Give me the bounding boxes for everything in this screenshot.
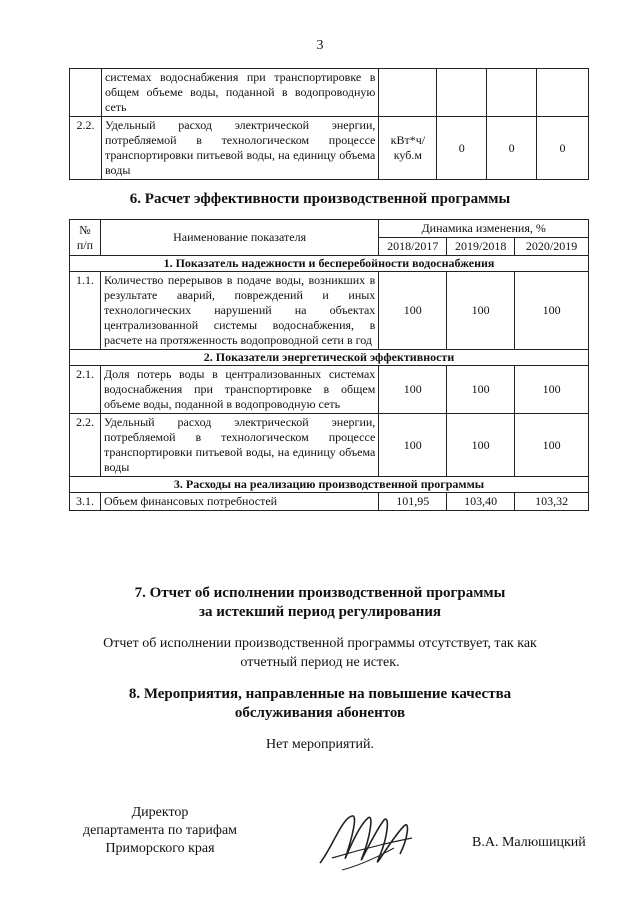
efficiency-table <box>69 219 589 511</box>
section8-title-line2: обслуживания абонентов <box>234 705 406 721</box>
value: 100 <box>515 366 589 414</box>
section6-title: 6. Расчет эффективности производственной программы <box>129 191 511 207</box>
header-name: Наименование показателя <box>100 220 378 256</box>
section-row <box>70 477 589 493</box>
value: 100 <box>379 366 447 414</box>
table-header-row <box>70 220 589 238</box>
row-number: 2.2. <box>70 414 101 477</box>
section7-text-line1: Отчет об исполнении производственной программы отсутствует, так как <box>103 636 537 651</box>
row-number <box>70 69 102 117</box>
section7-title-line1: 7. Отчет об исполнении производственной программы <box>134 585 506 601</box>
handwritten-signature <box>312 808 422 878</box>
position-line: Директор <box>131 805 189 820</box>
value: 100 <box>447 272 515 350</box>
unit: кВт*ч/куб.м <box>379 117 437 180</box>
position-line: департамента по тарифам <box>82 823 238 838</box>
row-number: 3.1. <box>70 493 101 511</box>
table-row <box>70 366 589 414</box>
section-title: 2. Показатели энергетической эффективности <box>70 350 589 366</box>
value: 0 <box>437 117 487 180</box>
table-row <box>70 117 589 180</box>
table-row <box>70 272 589 350</box>
header-year: 2019/2018 <box>447 238 515 256</box>
row-number: 1.1. <box>70 272 101 350</box>
unit <box>379 69 437 117</box>
value: 100 <box>515 414 589 477</box>
section-row <box>70 256 589 272</box>
section8-text: Нет мероприятий. <box>265 737 375 752</box>
indicator-name: системах водоснабжения при транспортировке в общем объеме воды, поданной в водопроводную сеть <box>101 69 378 117</box>
section7-title-line2: за истекший период регулирования <box>198 604 442 620</box>
value: 103,40 <box>447 493 515 511</box>
table-row <box>70 493 589 511</box>
value: 100 <box>515 272 589 350</box>
value: 100 <box>447 366 515 414</box>
header-dynamics: Динамика изменения, % <box>379 220 589 238</box>
value <box>487 69 537 117</box>
value: 0 <box>487 117 537 180</box>
table-row <box>70 69 589 117</box>
header-year: 2020/2019 <box>515 238 589 256</box>
table-row <box>70 414 589 477</box>
indicator-name: Удельный расход электрической энергии, потребляемой в технологическом процессе транспортировки питьевой воды, на единицу объема воды <box>100 414 378 477</box>
page-number: 3 <box>316 38 324 53</box>
value: 100 <box>379 272 447 350</box>
indicator-name: Количество перерывов в подаче воды, возникших в результате аварий, повреждений и иных технологических нарушений на объектах централизованной системы водоснабжения, в расчете на протяженность водопроводной сети в год <box>100 272 378 350</box>
value: 100 <box>379 414 447 477</box>
row-number: 2.1. <box>70 366 101 414</box>
section-row <box>70 350 589 366</box>
signatory-position <box>60 804 260 858</box>
value: 101,95 <box>379 493 447 511</box>
value <box>437 69 487 117</box>
continuation-table <box>69 68 589 180</box>
value <box>537 69 589 117</box>
section8-title-line1: 8. Мероприятия, направленные на повышение качества <box>128 686 512 702</box>
section-title: 1. Показатель надежности и бесперебойности водоснабжения <box>70 256 589 272</box>
section7-text-line2: отчетный период не истек. <box>240 655 400 670</box>
row-number: 2.2. <box>70 117 102 180</box>
signatory-name: В.А. Малюшицкий <box>472 835 586 850</box>
indicator-name: Объем финансовых потребностей <box>100 493 378 511</box>
value: 100 <box>447 414 515 477</box>
value: 0 <box>537 117 589 180</box>
position-line: Приморского края <box>105 841 215 856</box>
value: 103,32 <box>515 493 589 511</box>
header-number: № п/п <box>70 220 101 256</box>
header-year: 2018/2017 <box>379 238 447 256</box>
section-title: 3. Расходы на реализацию производственной программы <box>70 477 589 493</box>
indicator-name: Удельный расход электрической энергии, потребляемой в технологическом процессе транспортировки питьевой воды, на единицу объема воды <box>101 117 378 180</box>
indicator-name: Доля потерь воды в централизованных системах водоснабжения при транспортировке в общем объеме воды, поданной в водопроводную сеть <box>100 366 378 414</box>
